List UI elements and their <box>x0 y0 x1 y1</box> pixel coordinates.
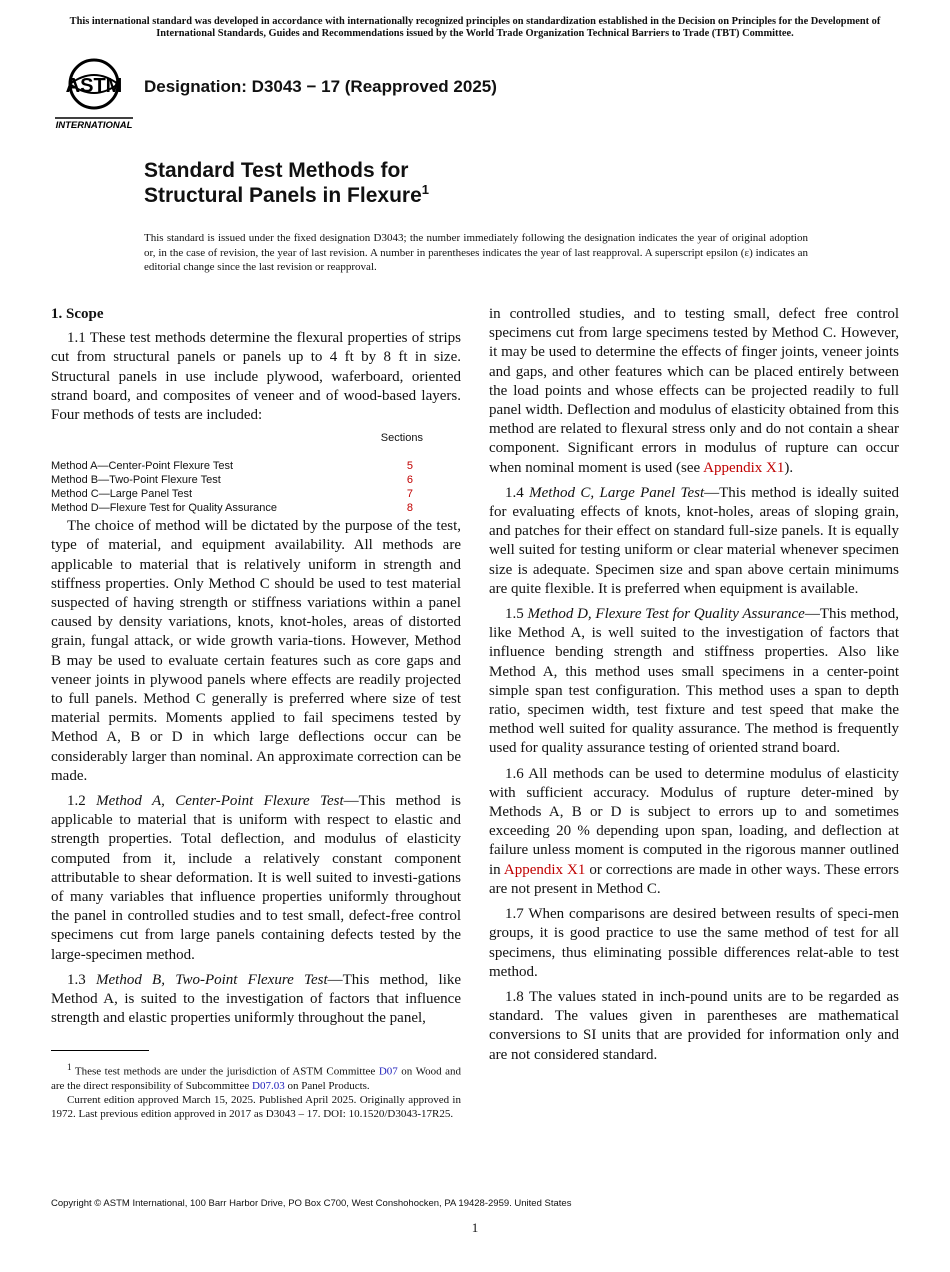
paragraph-text: 1.6 All methods can be used to determine modulus of elasticity with sufficient accuracy. Modulus of rupture deter-mined by Methods A, B or D is subject to errors up to and sometimes exceeding 20 % depending upon span, loading, and deflection at failure unless moment is computed in the rigorous manner outlined in <box>489 765 899 878</box>
table-row <box>51 473 461 487</box>
paragraph-number: 1.5 <box>505 606 524 623</box>
title-line-2-text: Structural Panels in Flexure <box>144 184 422 207</box>
paragraph-number: 1.3 <box>67 971 86 988</box>
paragraph-text: ). <box>784 459 794 476</box>
paragraph-1-5 <box>489 605 899 759</box>
document-title <box>144 158 429 208</box>
paragraph-text: —This method, like Method A, is well suited to the investigation of factors that influence bending strength and stiffness properties. Also like Method A, this method uses small specimens in a center-point simple span test configuration. This method uses a span to depth ratio, specimen width, test fixture and test speed that make the method well suited for quality assurance. The method is frequently used for quality assurance testing of oriented strand board. <box>489 606 900 757</box>
paragraph-text: —This method is ideally suited for evaluating effects of knots, knot-holes, areas of sloping grain, and patches for their effect on standard full-size panels. It is equally well suited for testing uniform or clear material whenever specimen size is adequate. Specimen size and span above certain minimums are quite flexible. It is preferred when equipment is available. <box>489 484 899 597</box>
paragraph-text: —This method, like Method A, is suited to the investigation of factors that influence strength and elastic properties uniformly throughout the panel, <box>51 971 462 1027</box>
title-footnote-mark: 1 <box>421 182 429 197</box>
methods-table <box>51 431 461 515</box>
paragraph-1-1-continued: The choice of method will be dictated by the purpose of the test, type of material, and equipment availability. All methods are applicable to material that is relatively uniform in strength and stiffness properties. Only Method C should be used to test material suspected of having strength or stiffness variations within a panel caused by density variations, knots, knot-holes, areas of distorted grain, fungal attack, or wide growth varia-tions. However, Method B may be used to evaluate certain features such as core gaps and veneer joints in plywood panels where effects are readily projected to full panels. Method C generally is preferred where size of test material permits. Moments applied to fail specimens tested by Method A, B or D in which large deflections occur can be considerably larger than nominal. An approximate correction can be made. <box>51 518 461 784</box>
left-column <box>51 305 461 1035</box>
method-section-link[interactable]: 6 <box>406 474 413 487</box>
paragraph-1-6 <box>489 765 899 899</box>
footnote-text: on Panel Products. <box>284 1079 370 1092</box>
footnote-edition: Current edition approved March 15, 2025. Published April 2025. Originally approved in 1972. Last previous edition approved in 2017 as D3043 – 17. DOI: 10.1520/D3043-17R25. <box>51 1093 461 1120</box>
paragraph-1-4 <box>489 484 899 599</box>
paragraph-text: —This method is applicable to material that is uniform with respect to elastic and strength properties. Total deflection, and modulus of elasticity computed from it, include a relatively constant component attributable to shear deformation. It is well suited to investi-gations of many variables that influence properties uniformly throughout the panel in controlled studies and to test small, defect-free control specimens cut from large panels containing defects tested by the large-specimen method. <box>51 793 461 963</box>
issuance-note: This standard is issued under the fixed designation D3043; the number immediately following the designation indicates the year of original adoption or, in the case of revision, the year of last revision. A number in parentheses indicates the year of last reapproval. A superscript epsilon (ε) indicates an editorial change since the last revision or reapproval. <box>144 232 808 273</box>
paragraph-text: in controlled studies, and to testing small, defect free control specimens cut from large specimens tested by Method C. However, it may be used to determine the effects of finger joints, veneer joints and gaps, and other features which can be placed entirely between the load points and whose effects can be projected readily to full panel width. Deflection and modulus of elasticity obtained from this method are related to flexural stress only and do not contain a shear component. Significant errors in modulus of rupture can occur when nominal moment is used (see <box>489 306 899 476</box>
method-section-link[interactable]: 8 <box>406 502 413 515</box>
footnote-text: These test methods are under the jurisdiction of ASTM Committee <box>74 1065 379 1078</box>
method-title: Method C, Large Panel Test <box>529 484 705 501</box>
method-name: Method C—Large Panel Test <box>51 488 193 501</box>
paragraph-1-2 <box>51 792 461 965</box>
logo-subtext: INTERNATIONAL <box>55 120 133 131</box>
designation: Designation: D3043 − 17 (Reapproved 2025) <box>144 77 497 96</box>
method-section-link[interactable]: 5 <box>406 460 413 473</box>
footnote-divider <box>51 1050 149 1051</box>
right-column <box>489 305 899 1071</box>
paragraph-text: or corrections are made in other ways. These errors are not present in Method C. <box>489 861 900 897</box>
paragraph-1-7: 1.7 When comparisons are desired between results of speci-men groups, it is good practice to use the same method of test for all specimens, thus eliminating possible differences relat-able to test method. <box>489 906 899 980</box>
footnote-mark: 1 <box>67 1062 72 1072</box>
copyright: Copyright © ASTM International, 100 Barr Harbor Drive, PO Box C700, West Conshohocken, PA 19428-2959. United States <box>51 1198 572 1209</box>
logo-letters: ASTM <box>65 75 123 97</box>
footnote-text: on Wood and are the direct responsibility of Subcommittee <box>51 1065 461 1092</box>
footnotes <box>51 1060 461 1121</box>
method-section-link[interactable]: 7 <box>406 488 413 501</box>
page-number: 1 <box>471 1220 479 1235</box>
section-heading: 1. Scope <box>51 306 104 322</box>
method-title: Method A, Center-Point Flexure Test <box>96 793 344 810</box>
methods-table-header: Sections <box>380 432 423 445</box>
paragraph-1-8: 1.8 The values stated in inch-pound units are to be regarded as standard. The values given in parentheses are mathematical conversions to SI units that are provided for information only and are not considered standard. <box>489 988 899 1063</box>
footnote-1 <box>51 1060 461 1093</box>
paragraph-1-3 <box>51 971 461 1029</box>
committee-link[interactable]: D07 <box>378 1065 398 1078</box>
table-row <box>51 501 461 515</box>
table-row <box>51 487 461 501</box>
table-row <box>51 459 461 473</box>
method-name: Method B—Two-Point Flexure Test <box>51 474 221 487</box>
paragraph-1-3-continued <box>489 305 899 478</box>
method-title: Method B, Two-Point Flexure Test <box>96 971 328 988</box>
top-notice: This international standard was developed in accordance with internationally recognized principles on standardization established in the Decision on Principles for the Development of International Standards, Guides and Recommendations issued by the World Trade Organization Technical Barriers to Trade (TBT) Committee. <box>69 16 881 39</box>
paragraph-1-1: 1.1 These test methods determine the flexural properties of strips cut from structural panels or panels up to 4 ft by 8 ft in size. Structural panels in use include plywood, waferboard, oriented strand board, and composites of veneer and of wood-based layers. Four methods of tests are included: <box>51 330 461 424</box>
method-title: Method D, Flexure Test for Quality Assurance <box>527 606 805 623</box>
astm-logo <box>52 56 136 132</box>
subcommittee-link[interactable]: D07.03 <box>252 1079 285 1092</box>
method-name: Method D—Flexure Test for Quality Assurance <box>51 502 278 515</box>
appendix-link[interactable]: Appendix X1 <box>703 459 785 476</box>
method-name: Method A—Center-Point Flexure Test <box>51 460 233 473</box>
paragraph-number: 1.4 <box>505 484 524 501</box>
appendix-link[interactable]: Appendix X1 <box>503 861 586 878</box>
title-line-2 <box>144 183 429 208</box>
paragraph-number: 1.2 <box>67 793 86 810</box>
title-line-1: Standard Test Methods for <box>144 159 409 182</box>
